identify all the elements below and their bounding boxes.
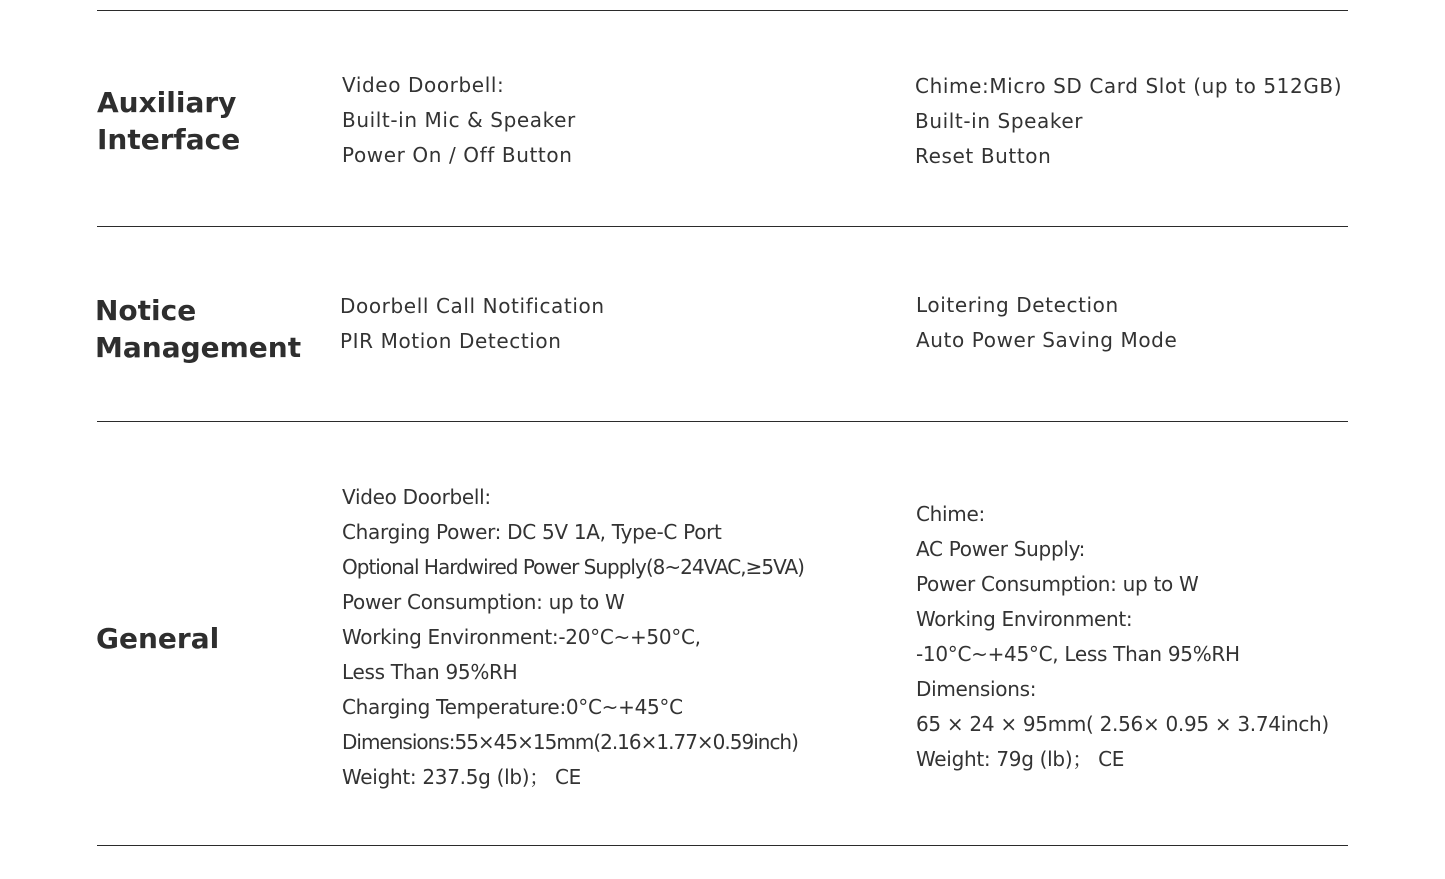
spec-list-notice-left [340, 289, 605, 359]
spec-item: Dimensions: [916, 677, 1037, 701]
divider-top [97, 10, 1348, 11]
spec-item: Power Consumption: up to W [342, 590, 625, 614]
spec-item: PIR Motion Detection [340, 329, 562, 353]
divider-auxiliary-notice [97, 226, 1348, 227]
section-title-line: Interface [97, 123, 241, 156]
section-title-line: Auxiliary [97, 86, 237, 119]
section-title-line: Management [95, 331, 302, 364]
section-title-line: Notice [95, 294, 197, 327]
spec-item: Chime: [916, 502, 985, 526]
spec-item: Doorbell Call Notification [340, 294, 605, 318]
spec-list-notice-right [916, 288, 1177, 358]
spec-item: Weight: 237.5g (lb)； CE [342, 765, 581, 789]
spec-item: Charging Power: DC 5V 1A, Type-C Port [342, 520, 722, 544]
spec-item: Power Consumption: up to W [916, 572, 1199, 596]
spec-item: AC Power Supply: [916, 537, 1086, 561]
spec-item: Charging Temperature:0°C~+45°C [342, 695, 683, 719]
spec-item: Reset Button [915, 144, 1052, 168]
spec-item: Video Doorbell: [342, 485, 491, 509]
spec-item: Chime:Micro SD Card Slot (up to 512GB) [915, 74, 1343, 98]
section-title-line: General [96, 622, 220, 655]
section-title-auxiliary-interface [97, 84, 240, 158]
section-title-notice-management [95, 292, 301, 366]
spec-item: Weight: 79g (lb)； CE [916, 747, 1125, 771]
spec-item: Less Than 95%RH [342, 660, 518, 684]
spec-item: Video Doorbell: [342, 73, 505, 97]
spec-item: Working Environment: [916, 607, 1133, 631]
spec-list-chime-general [916, 497, 1329, 777]
spec-list-video-doorbell [342, 68, 576, 173]
spec-item: 65 × 24 × 95mm( 2.56× 0.95 × 3.74inch) [916, 712, 1329, 736]
section-title-general [96, 620, 219, 657]
spec-item: -10°C~+45°C, Less Than 95%RH [916, 642, 1240, 666]
spec-item: Optional Hardwired Power Supply(8~24VAC,≥5VA) [342, 555, 804, 579]
spec-list-chime [915, 69, 1342, 174]
spec-item: Working Environment:-20°C~+50°C, [342, 625, 701, 649]
spec-item: Built-in Mic & Speaker [342, 108, 576, 132]
spec-list-video-doorbell-general [342, 480, 804, 795]
spec-item: Auto Power Saving Mode [916, 328, 1178, 352]
divider-notice-general [97, 421, 1348, 422]
spec-item: Loitering Detection [916, 293, 1119, 317]
spec-item: Power On / Off Button [342, 143, 573, 167]
spec-item: Dimensions:55×45×15mm(2.16×1.77×0.59inch) [342, 730, 798, 754]
spec-item: Built-in Speaker [915, 109, 1084, 133]
divider-bottom [97, 845, 1348, 846]
